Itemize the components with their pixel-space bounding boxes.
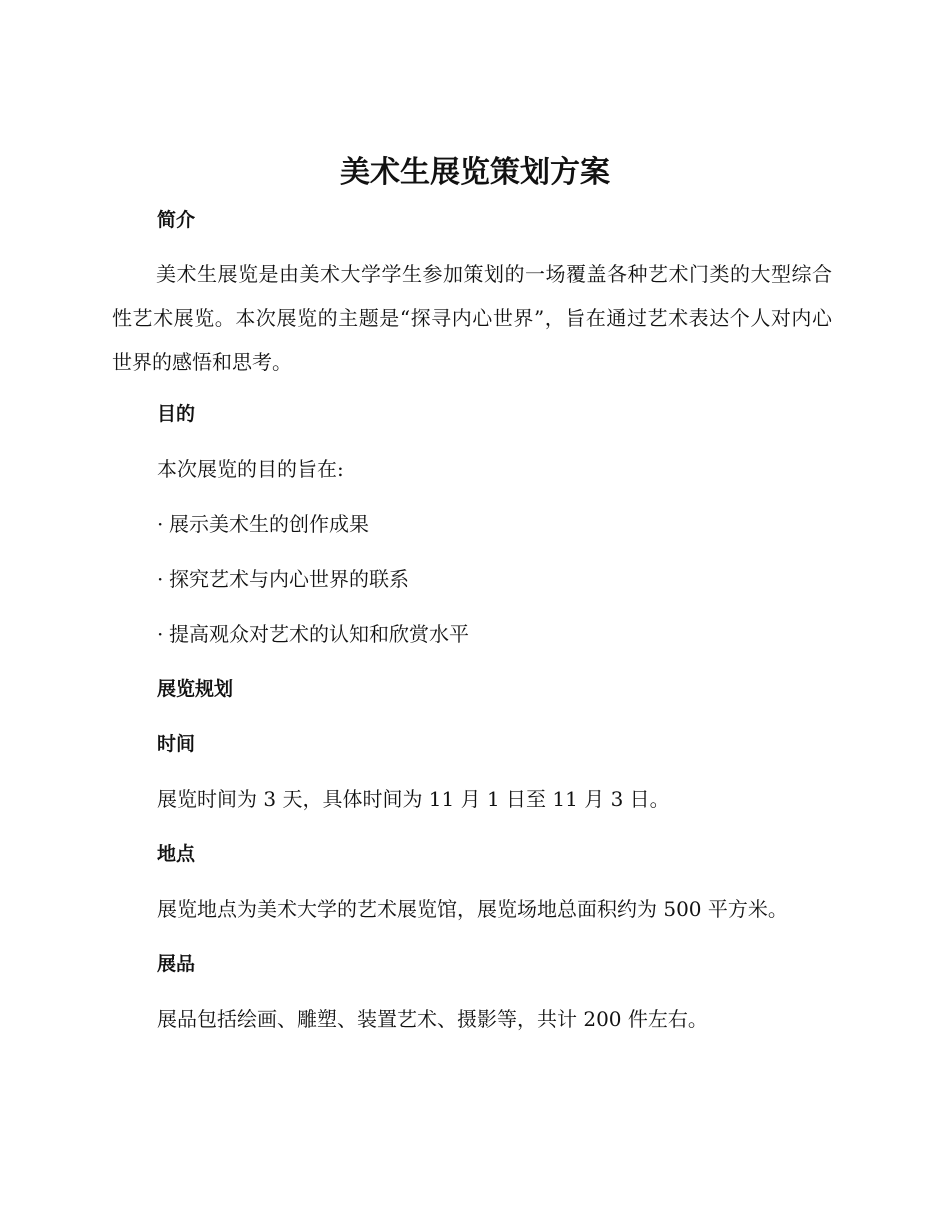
- document-title: 美术生展览策划方案: [340, 155, 610, 190]
- purpose-lead: 本次展览的目的旨在:: [157, 457, 344, 481]
- location-text: 展览地点为美术大学的艺术展览馆，展览场地总面积约为 500 平方米。: [157, 897, 788, 921]
- time-text: 展览时间为 3 天，具体时间为 11 月 1 日至 11 月 3 日。: [157, 787, 670, 811]
- subsection-heading-location: 地点: [157, 843, 196, 865]
- intro-paragraph: 美术生展览是由美术大学学生参加策划的一场覆盖各种艺术门类的大型综合性艺术展览。本次展览的主题是“探寻内心世界”，旨在通过艺术表达个人对内心世界的感悟和思考。: [112, 262, 832, 374]
- bullet-mark: ·: [157, 622, 164, 646]
- section-heading-intro: 简介: [157, 209, 196, 231]
- purpose-item-text: 展示美术生的创作成果: [169, 512, 369, 536]
- purpose-list-item: [157, 509, 369, 539]
- section-heading-planning: 展览规划: [157, 678, 234, 700]
- purpose-item-text: 探究艺术与内心世界的联系: [169, 567, 409, 591]
- subsection-heading-exhibits: 展品: [157, 953, 196, 975]
- section-heading-purpose: 目的: [157, 403, 196, 425]
- subsection-heading-time: 时间: [157, 733, 196, 755]
- purpose-list-item: [157, 564, 409, 594]
- exhibits-text: 展品包括绘画、雕塑、装置艺术、摄影等，共计 200 件左右。: [157, 1007, 708, 1031]
- bullet-mark: ·: [157, 512, 164, 536]
- purpose-list-item: [157, 619, 469, 649]
- purpose-item-text: 提高观众对艺术的认知和欣赏水平: [169, 622, 469, 646]
- bullet-mark: ·: [157, 567, 164, 591]
